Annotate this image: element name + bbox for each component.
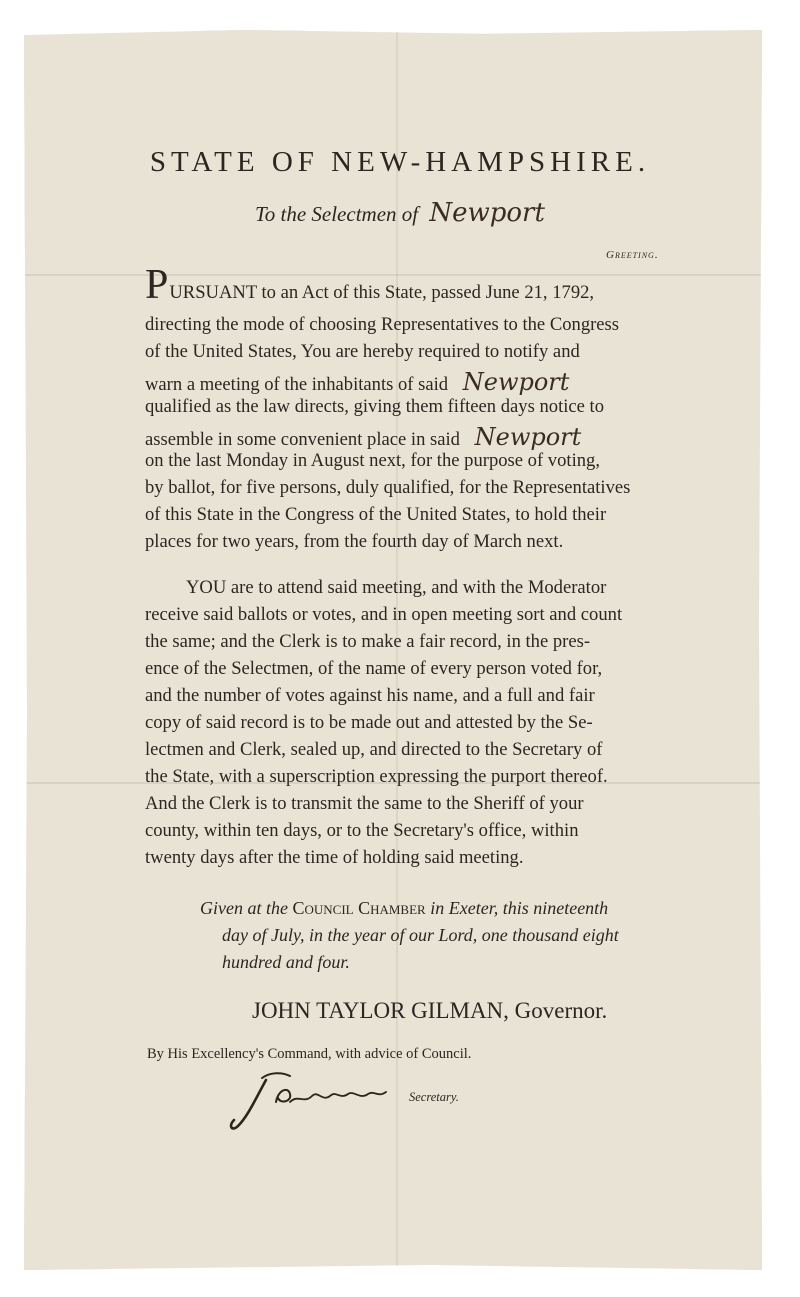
- given-text: Given at the: [200, 898, 288, 918]
- drop-cap: P: [145, 262, 169, 308]
- given-line: [200, 898, 608, 919]
- paragraph-line: the same; and the Clerk is to make a fair record, in the pres-: [145, 631, 591, 652]
- line-text: URSUANT to an Act of this State, passed June 21, 1792,: [169, 282, 595, 303]
- paragraph-line: and the number of votes against his name, and a full and fair: [145, 685, 595, 706]
- paragraph-line: county, within ten days, or to the Secretary's office, within: [145, 820, 579, 841]
- paragraph-line: qualified as the law directs, giving them fifteen days notice to: [145, 396, 605, 417]
- handwritten-town: Newport: [462, 368, 570, 396]
- paragraph-line: [145, 423, 581, 451]
- given-line: day of July, in the year of our Lord, one thousand eight: [222, 925, 619, 945]
- paragraph-line: And the Clerk is to transmit the same to the Sheriff of your: [145, 793, 584, 814]
- paragraph-line: [145, 264, 594, 306]
- paragraph-line: receive said ballots or votes, and in open meeting sort and count: [145, 604, 623, 625]
- council-chamber: Council Chamber: [292, 898, 426, 918]
- command-line: By His Excellency's Command, with advice of Council.: [147, 1046, 472, 1062]
- paragraph-line: lectmen and Clerk, sealed up, and directed to the Secretary of: [145, 739, 603, 760]
- paragraph-line: of this State in the Congress of the United States, to hold their: [145, 504, 607, 525]
- paragraph-line: by ballot, for five persons, duly qualified, for the Representatives: [145, 477, 631, 498]
- paragraph-line: directing the mode of choosing Representatives to the Congress: [145, 314, 620, 335]
- secretary-label: Secretary.: [409, 1090, 459, 1104]
- paragraph-line: YOU are to attend said meeting, and with the Moderator: [186, 577, 607, 598]
- salutation-prefix: To the Selectmen of: [255, 202, 419, 226]
- line-text: warn a meeting of the inhabitants of said: [145, 374, 449, 395]
- paragraph-line: on the last Monday in August next, for the purpose of voting,: [145, 450, 600, 471]
- paragraph-line: ence of the Selectmen, of the name of every person voted for,: [145, 658, 603, 679]
- governor-name: JOHN TAYLOR GILMAN, Governor.: [252, 998, 608, 1023]
- signature-image: [226, 1068, 396, 1138]
- paragraph-line: the State, with a superscription expressing the purport thereof.: [145, 766, 608, 787]
- given-line: hundred and four.: [222, 952, 350, 972]
- greeting: Greeting.: [606, 249, 659, 261]
- given-text: in Exeter, this nineteenth: [430, 898, 609, 918]
- line-text: assemble in some convenient place in said: [145, 429, 460, 450]
- paragraph-line: places for two years, from the fourth day of March next.: [145, 531, 564, 552]
- handwritten-town: Newport: [474, 423, 582, 451]
- paragraph-line: [145, 368, 569, 396]
- paragraph-line: of the United States, You are hereby required to notify and: [145, 341, 580, 362]
- salutation: [255, 198, 545, 228]
- paragraph-line: twenty days after the time of holding said meeting.: [145, 847, 524, 868]
- handwritten-town: Newport: [429, 198, 545, 228]
- document-title: STATE OF NEW-HAMPSHIRE.: [149, 146, 651, 178]
- paragraph-line: copy of said record is to be made out and attested by the Se-: [145, 712, 593, 733]
